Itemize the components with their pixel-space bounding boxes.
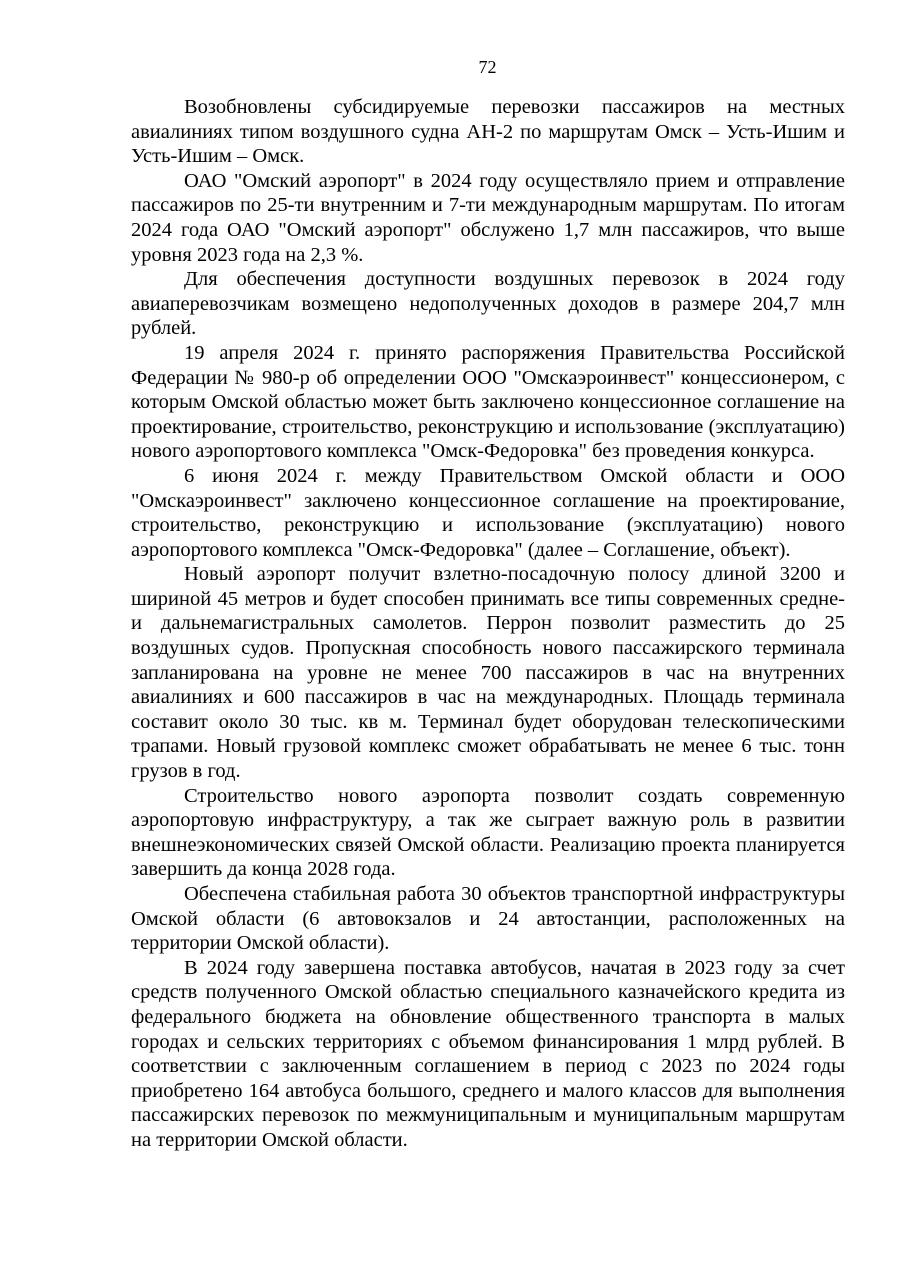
paragraph-air-subsidies: Возобновлены субсидируемые перевозки пассажиров на местных авиалиниях типом воздушного судна АН-2 по маршрутам Омск – Усть-Ишим и Усть-Ишим – Омск. [131, 96, 845, 168]
body-text [131, 95, 845, 1153]
paragraph-bus-purchase: В 2024 году завершена поставка автобусов, начатая в 2023 году за счет средств полученного Омской областью специального казначейского кредита из федерального бюджета на обновление общественного транспорта в малых городах и сельских территориях с объемом финансирования 1 млрд рублей. В соответствии с заключенным соглашением в период с 2023 по 2024 годы приобретено 164 автобуса большого, среднего и малого классов для выполнения пассажирских перевозок по межмуниципальным и муниципальным маршрутам на территории Омской области. [131, 956, 845, 1151]
paragraph-new-airport-specs: Новый аэропорт получит взлетно-посадочную полосу длиной 3200 и шириной 45 метров и будет способен принимать все типы современных средне- и дальнемагистральных самолетов. Перрон позволит разместить до 25 воздушных судов. Пропускная способность нового пассажирского терминала запланирована на уровне не менее 700 пассажиров в час на внутренних авиалиниях и 600 пассажиров в час на международных. Площадь терминала составит около 30 тыс. кв м. Терминал будет оборудован телескопическими трапами. Новый грузовой комплекс сможет обрабатывать не менее 6 тыс. тонн грузов в год. [131, 563, 845, 783]
paragraph-omsk-airport-routes: ОАО "Омский аэропорт" в 2024 году осуществляло прием и отправление пассажиров по 25-ти внутренним и 7-ти международным маршрутам. По итогам 2024 года ОАО "Омский аэропорт" обслужено 1,7 млн пассажиров, что выше уровня 2023 года на 2,3 %. [131, 169, 845, 266]
paragraph-concession-agreement: 6 июня 2024 г. между Правительством Омской области и ООО "Омскаэроинвест" заключено концессионное соглашение на проектирование, строительство, реконструкцию и использование (эксплуатацию) нового аэропортового комплекса "Омск-Федоровка" (далее – Соглашение, объект). [131, 464, 845, 561]
paragraph-bus-stations: Обеспечена стабильная работа 30 объектов транспортной инфраструктуры Омской области (6 автовокзалов и 24 автостанции, расположенных на территории Омской области). [131, 883, 845, 955]
paragraph-carrier-compensation: Для обеспечения доступности воздушных перевозок в 2024 году авиаперевозчикам возмещено недополученных доходов в размере 204,7 млн рублей. [131, 268, 845, 340]
paragraph-airport-construction: Строительство нового аэропорта позволит создать современную аэропортовую инфраструктуру, а так же сыграет важную роль в развитии внешнеэкономических связей Омской области. Реализацию проекта планируется завершить да конца 2028 года. [131, 784, 845, 881]
paragraph-government-order: 19 апреля 2024 г. принято распоряжения Правительства Российской Федерации № 980-р об определении ООО "Омскаэроинвест" концессионером, с которым Омской областью может быть заключено концессионное соглашение на проектирование, строительство, реконструкцию и использование (эксплуатацию) нового аэропортового комплекса "Омск-Федоровка" без проведения конкурса. [131, 341, 845, 463]
page-number: 72 [478, 57, 497, 77]
